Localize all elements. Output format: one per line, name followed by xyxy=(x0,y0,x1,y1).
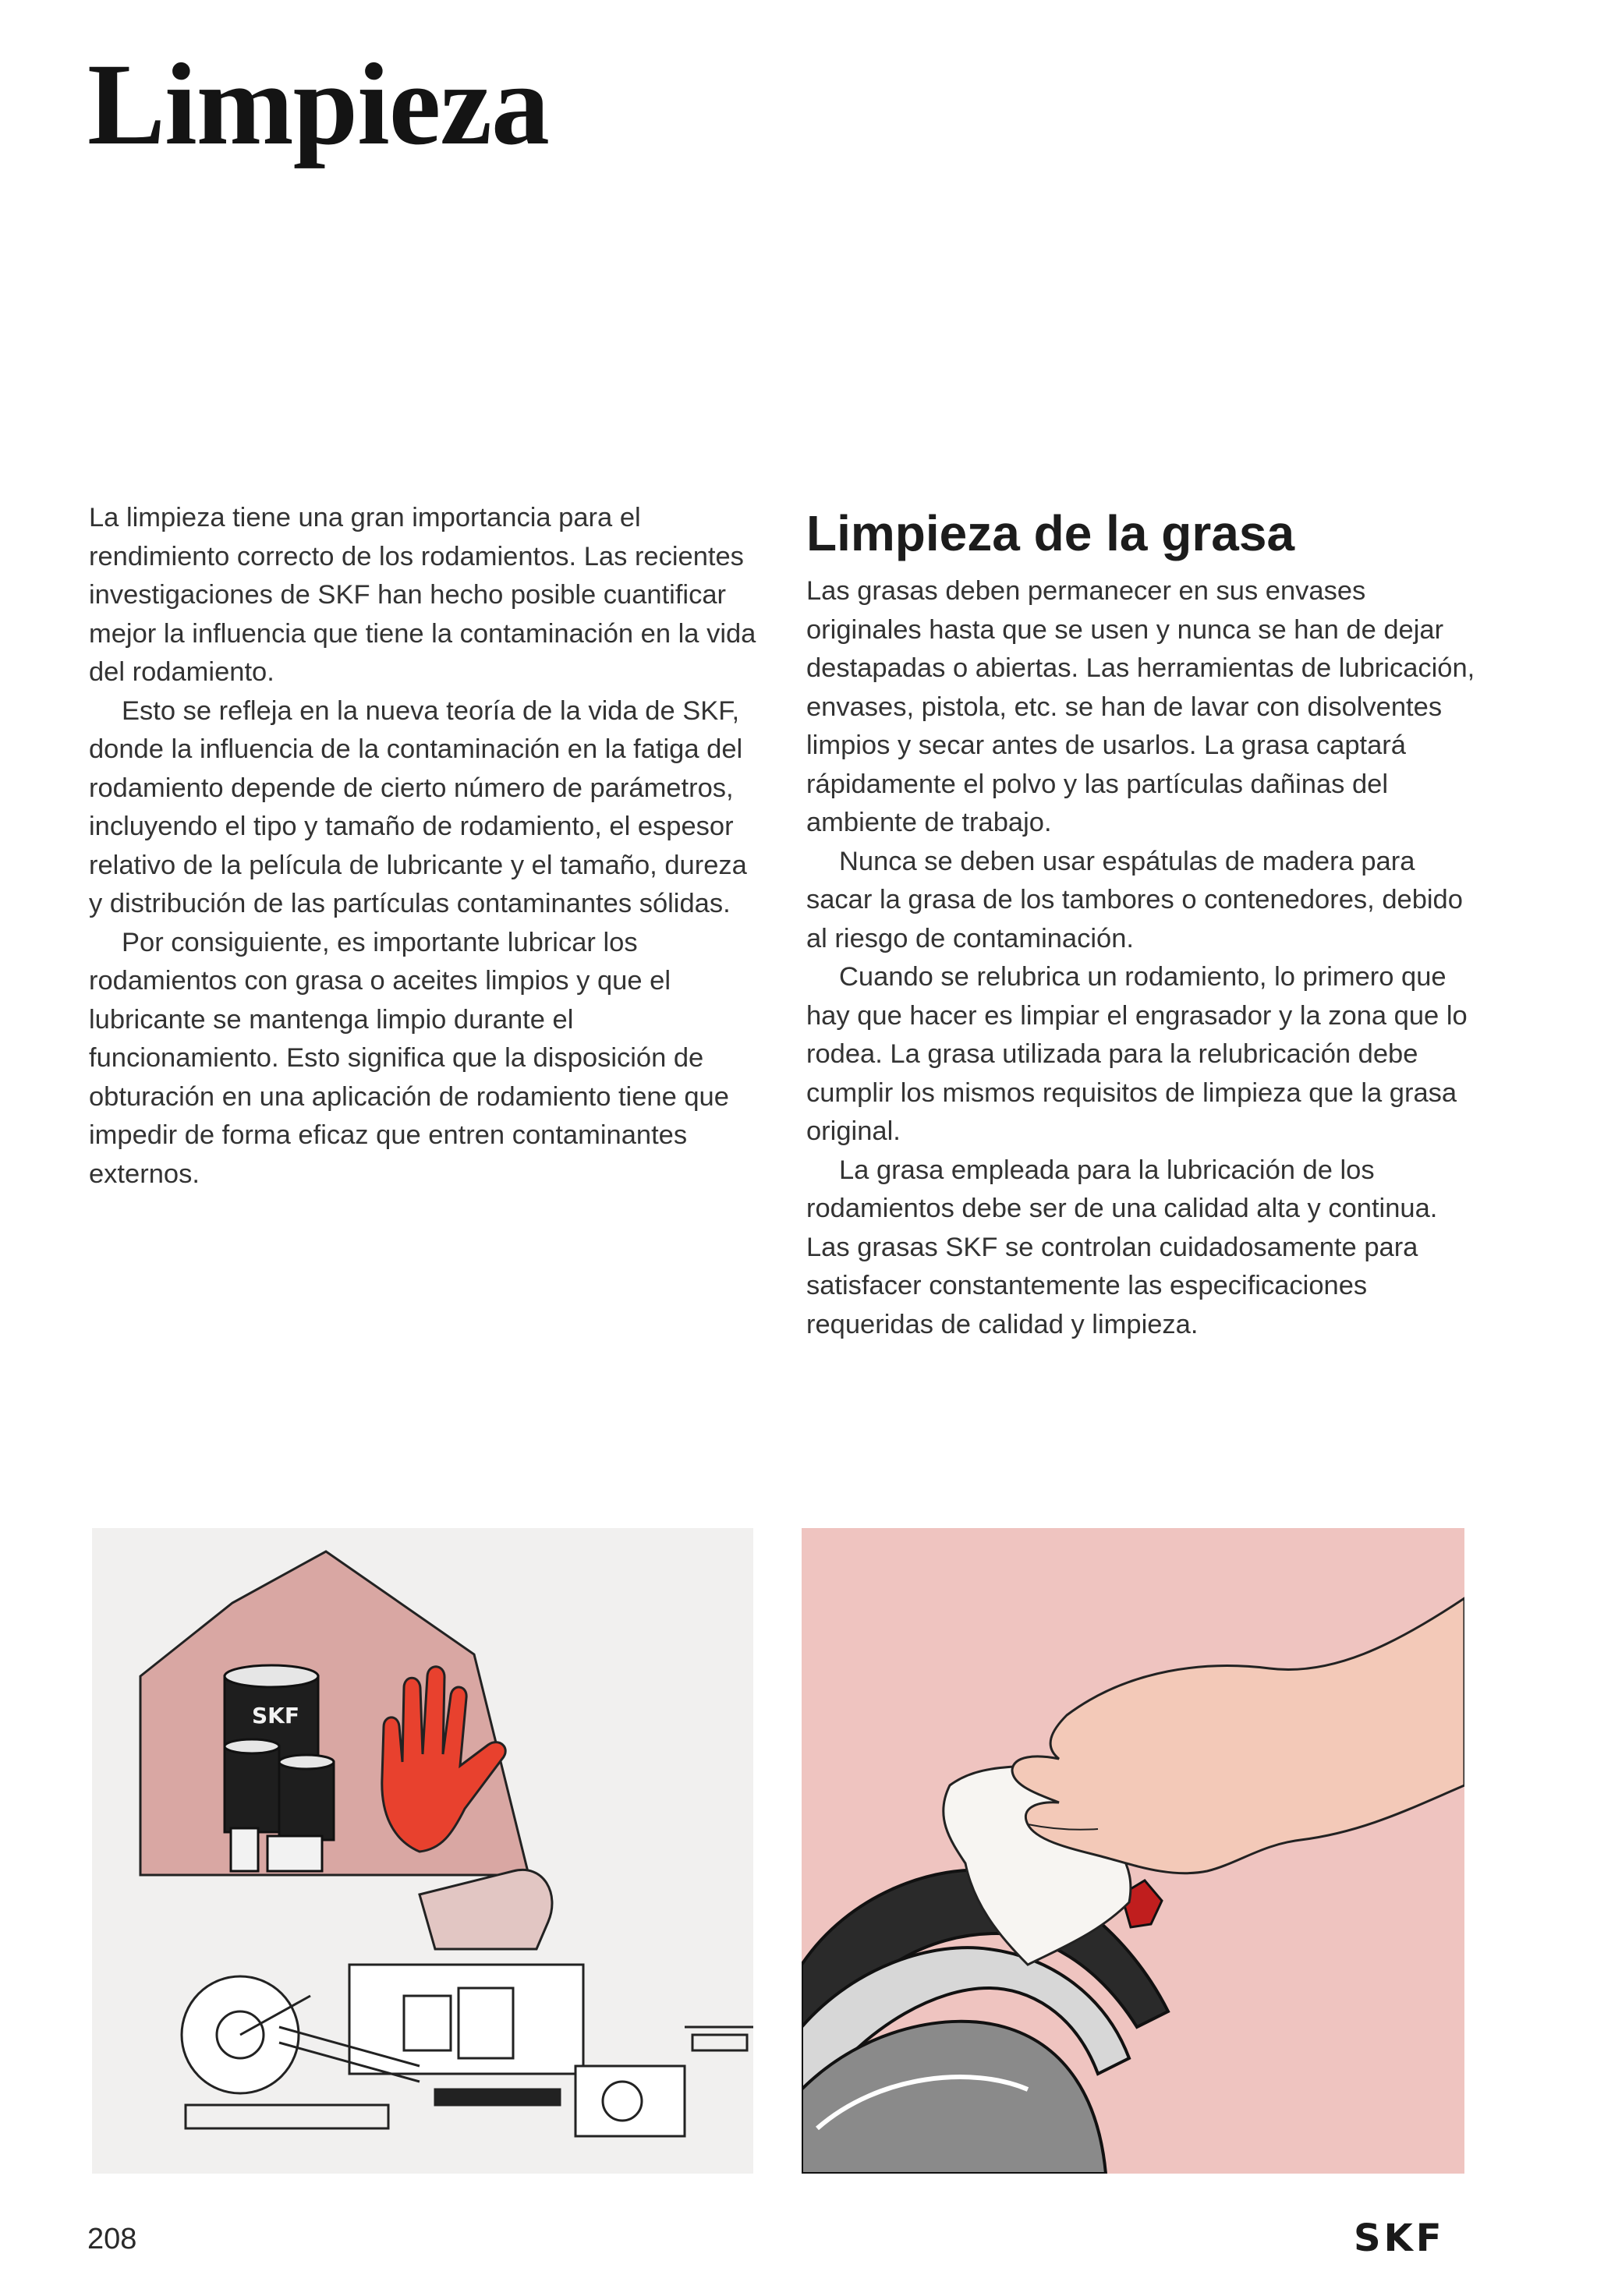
page-title: Limpieza xyxy=(87,40,549,169)
section-heading: Limpieza de la grasa xyxy=(806,505,1295,561)
page-number: 208 xyxy=(87,2223,137,2255)
grease-storage-illustration xyxy=(92,1528,753,2174)
grease-paragraph: Las grasas deben permanecer en sus envases originales hasta que se usen y nunca se han de dejar destapadas o abiertas. Las herramientas de lubricación, envases, pistola, etc. se han de lavar con disolventes limpios y secar antes de usarlos. La grasa captará rápidamente el polvo y las partículas dañinas del ambiente de trabajo. xyxy=(806,576,1475,837)
intro-paragraph: Por consiguiente, es importante lubricar los rodamientos con grasa o aceites limpios y que el lubricante se mantenga limpio durante el funcionamiento. Esto significa que la disposición de obturación en una aplicación de rodamiento tiene que impedir de forma eficaz que entren contaminantes externos. xyxy=(89,927,729,1189)
skf-logo: SKF xyxy=(1354,2216,1445,2260)
grease-paragraph: La grasa empleada para la lubricación de los rodamientos debe ser de una calidad alta y continua. Las grasas SKF se controlan cuidadosamente para satisfacer constantemente las especificaciones requeridas de calidad y limpieza. xyxy=(806,1155,1438,1339)
can-label: SKF xyxy=(252,1703,299,1728)
grease-paragraph: Nunca se deben usar espátulas de madera para sacar la grasa de los tambores o contenedores, debido al riesgo de contaminación. xyxy=(806,846,1463,953)
intro-paragraph: La limpieza tiene una gran importancia para el rendimiento correcto de los rodamientos. Las recientes investigaciones de SKF han hecho posible cuantificar mejor la influencia que tiene la contaminación en la vida del rodamiento. xyxy=(89,503,756,687)
grease-cans-icon xyxy=(225,1665,334,1871)
grease-storage-drawing xyxy=(92,1528,753,2174)
grinding-machine-icon xyxy=(182,1870,753,2136)
grease-section xyxy=(806,505,1477,1344)
intro-paragraph: Esto se refleja en la nueva teoría de la vida de SKF, donde la influencia de la contaminación en la fatiga del rodamiento depende de cierto número de parámetros, incluyendo el tipo y tamaño de rodamiento, el espesor relativo de la película de lubricante y el tamaño, dureza y distribución de las partículas contaminantes sólidas. xyxy=(89,695,747,918)
cleaning-nipple-illustration xyxy=(802,1528,1464,2174)
cleaning-drawing xyxy=(802,1528,1464,2174)
grease-paragraph: Cuando se relubrica un rodamiento, lo primero que hay que hacer es limpiar el engrasador y la zona que lo rodea. La grasa utilizada para la relubricación debe cumplir los mismos requisitos de limpieza que la grasa original. xyxy=(806,962,1468,1146)
intro-column xyxy=(89,499,760,1194)
